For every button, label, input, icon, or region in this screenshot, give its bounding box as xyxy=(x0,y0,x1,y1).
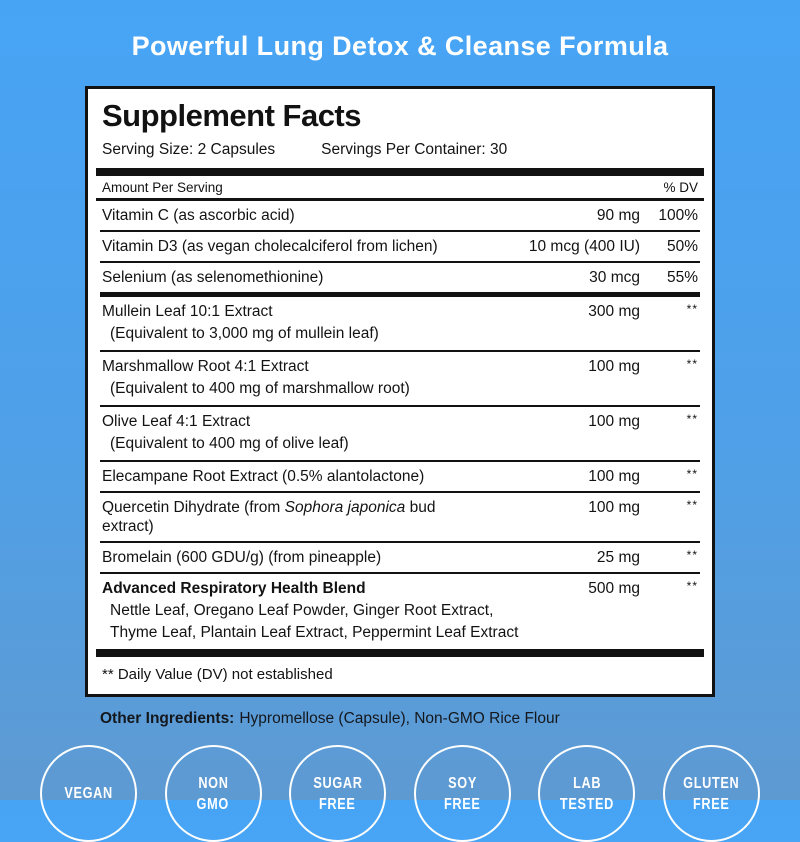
blend-components-line1: Nettle Leaf, Oregano Leaf Powder, Ginger Root Extract, xyxy=(110,602,494,619)
ingredient-dv: ** xyxy=(686,357,698,371)
ingredient-name: Selenium (as selenomethionine) xyxy=(102,269,324,286)
other-ingredients-value: Hypromellose (Capsule), Non-GMO Rice Flour xyxy=(239,710,560,727)
badge-gluten-free: GLUTEN FREE xyxy=(663,745,760,842)
ingredient-dv: ** xyxy=(686,548,698,562)
divider-thick xyxy=(96,649,704,657)
badge-vegan: VEGAN xyxy=(40,745,137,842)
other-ingredients-label: Other Ingredients: xyxy=(100,710,235,727)
column-header-amount: Amount Per Serving xyxy=(102,180,223,195)
servings-per-container: Servings Per Container: 30 xyxy=(321,141,508,158)
latin-species-name: Sophora japonica xyxy=(284,499,406,516)
row-mullein-leaf xyxy=(100,297,700,352)
ingredient-amount: 25 mg xyxy=(596,549,640,566)
page-title: Powerful Lung Detox & Cleanse Formula xyxy=(131,31,669,61)
row-vitamin-c xyxy=(100,201,700,232)
dv-footnote: ** Daily Value (DV) not established xyxy=(102,666,333,683)
ingredient-name: Advanced Respiratory Health Blend xyxy=(102,580,366,597)
ingredient-dv: ** xyxy=(686,579,698,593)
ingredient-name: Olive Leaf 4:1 Extract xyxy=(102,413,251,430)
ingredient-amount: 500 mg xyxy=(588,580,640,597)
ingredient-amount: 90 mg xyxy=(596,207,640,224)
ingredient-dv: ** xyxy=(686,302,698,316)
serving-info xyxy=(100,134,700,168)
ingredient-amount: 100 mg xyxy=(588,358,640,375)
ingredient-dv: ** xyxy=(686,467,698,481)
badge-sugar-free: SUGAR FREE xyxy=(289,745,386,842)
ingredient-dv: 55% xyxy=(666,269,698,286)
blend-components-line2: Thyme Leaf, Plantain Leaf Extract, Peppermint Leaf Extract xyxy=(110,624,519,641)
row-respiratory-blend xyxy=(100,574,700,649)
ingredient-name: Vitamin C (as ascorbic acid) xyxy=(102,207,295,224)
ingredient-name: Quercetin Dihydrate (from Sophora japonica bud extract) xyxy=(102,499,436,535)
divider-thick xyxy=(96,168,704,176)
row-bromelain xyxy=(100,543,700,574)
badge-lab-tested: LAB TESTED xyxy=(538,745,635,842)
ingredient-equivalent: (Equivalent to 400 mg of olive leaf) xyxy=(110,435,349,452)
ingredient-amount: 100 mg xyxy=(588,499,640,516)
row-quercetin xyxy=(100,493,700,543)
row-elecampane-root xyxy=(100,462,700,493)
ingredient-name: Mullein Leaf 10:1 Extract xyxy=(102,303,273,320)
ingredient-dv: ** xyxy=(686,498,698,512)
ingredient-amount: 300 mg xyxy=(588,303,640,320)
ingredient-amount: 30 mcg xyxy=(589,269,640,286)
badge-non-gmo: NON GMO xyxy=(165,745,262,842)
row-marshmallow-root xyxy=(100,352,700,407)
badge-row xyxy=(0,745,800,842)
ingredient-equivalent: (Equivalent to 400 mg of marshmallow root) xyxy=(110,380,410,397)
ingredient-dv: 100% xyxy=(658,207,698,224)
ingredient-name: Marshmallow Root 4:1 Extract xyxy=(102,358,309,375)
ingredient-name: Bromelain (600 GDU/g) (from pineapple) xyxy=(102,549,382,566)
ingredient-amount: 10 mcg (400 IU) xyxy=(528,238,640,255)
ingredient-name: Vitamin D3 (as vegan cholecalciferol from lichen) xyxy=(102,238,438,255)
ingredient-amount: 100 mg xyxy=(588,413,640,430)
supplement-facts-heading: Supplement Facts xyxy=(102,98,361,133)
row-vitamin-d3 xyxy=(100,232,700,263)
supplement-facts-panel xyxy=(85,86,715,697)
serving-size: Serving Size: 2 Capsules xyxy=(102,141,276,158)
row-selenium xyxy=(100,263,700,297)
ingredient-dv: ** xyxy=(686,412,698,426)
other-ingredients xyxy=(85,710,715,728)
ingredient-dv: 50% xyxy=(666,238,698,255)
column-header-dv: % DV xyxy=(663,180,698,195)
row-olive-leaf xyxy=(100,407,700,462)
ingredient-amount: 100 mg xyxy=(588,468,640,485)
ingredient-name: Elecampane Root Extract (0.5% alantolactone) xyxy=(102,468,425,485)
column-headers xyxy=(100,176,700,198)
ingredient-equivalent: (Equivalent to 3,000 mg of mullein leaf) xyxy=(110,325,379,342)
badge-soy-free: SOY FREE xyxy=(414,745,511,842)
